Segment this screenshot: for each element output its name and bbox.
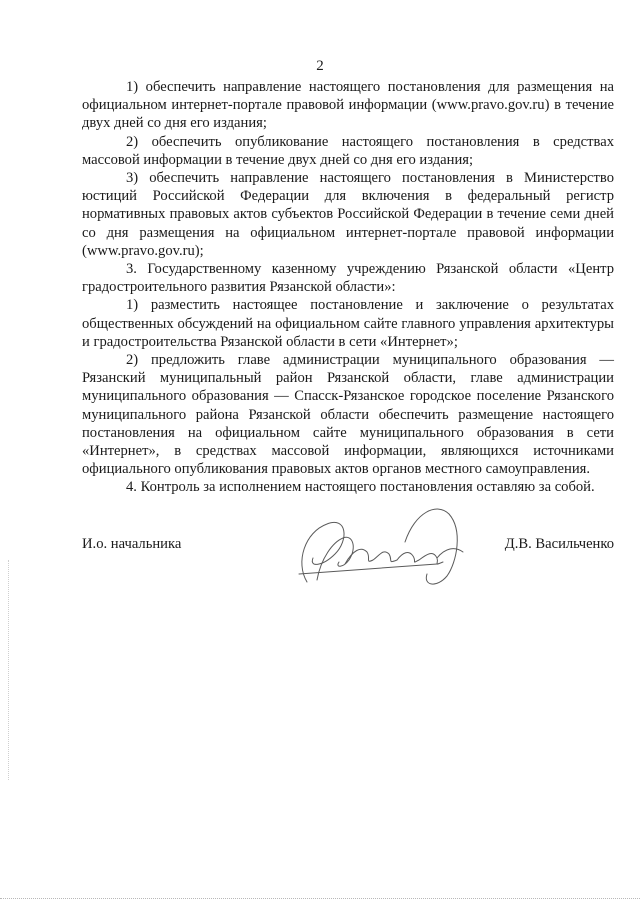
paragraph-1-2: 2) обеспечить опубликование настоящего постановления в средствах массовой информации в течение двух дней со дня его издания; (82, 133, 614, 168)
scan-bottom-artifact (0, 898, 640, 900)
page-number: 2 (316, 58, 324, 74)
handwritten-signature (287, 502, 477, 597)
paragraph-3-1: 1) разместить настоящее постановление и заключение о результатах общественных обсуждений на официальном сайте главного управления архитектуры и градостроительства Рязанской области в сети «Интернет»; (82, 297, 614, 350)
signature-block (82, 532, 614, 592)
signatory-name: Д.В. Васильченко (504, 536, 614, 552)
signatory-role: И.о. начальника (82, 536, 182, 552)
paragraph-3: 3. Государственному казенному учреждению Рязанской области «Центр градостроительного развития Рязанской области»: (82, 261, 614, 296)
paragraph-1-3: 3) обеспечить направление настоящего постановления в Министерство юстиций Российской Федерации для включения в федеральный регистр нормативных правовых актов субъектов Российской Федерации в течение семи дней со дня размещения на официальном интернет-портале правовой информации (www.pravo.gov.ru); (82, 170, 614, 259)
paragraph-1-1: 1) обеспечить направление настоящего постановления для размещения на официальном интернет-портале правовой информации (www.pravo.gov.ru) в течение двух дней со дня его издания; (82, 79, 614, 132)
paragraph-3-2: 2) предложить главе администрации муниципального образования — Рязанский муниципальный район Рязанской области, главе администрации муниципального образования — Спасск-Рязанское городское поселение Рязанского муниципального района Рязанской области обеспечить размещение настоящего постановления на официальном сайте муниципального образования в сети «Интернет», в средствах массовой информации, являющихся источниками официального опубликования правовых актов органов местного самоуправления. (82, 352, 614, 478)
scan-edge-artifact (8, 560, 10, 780)
document-body (82, 78, 614, 497)
paragraph-4: 4. Контроль за исполнением настоящего постановления оставляю за собой. (126, 479, 595, 496)
